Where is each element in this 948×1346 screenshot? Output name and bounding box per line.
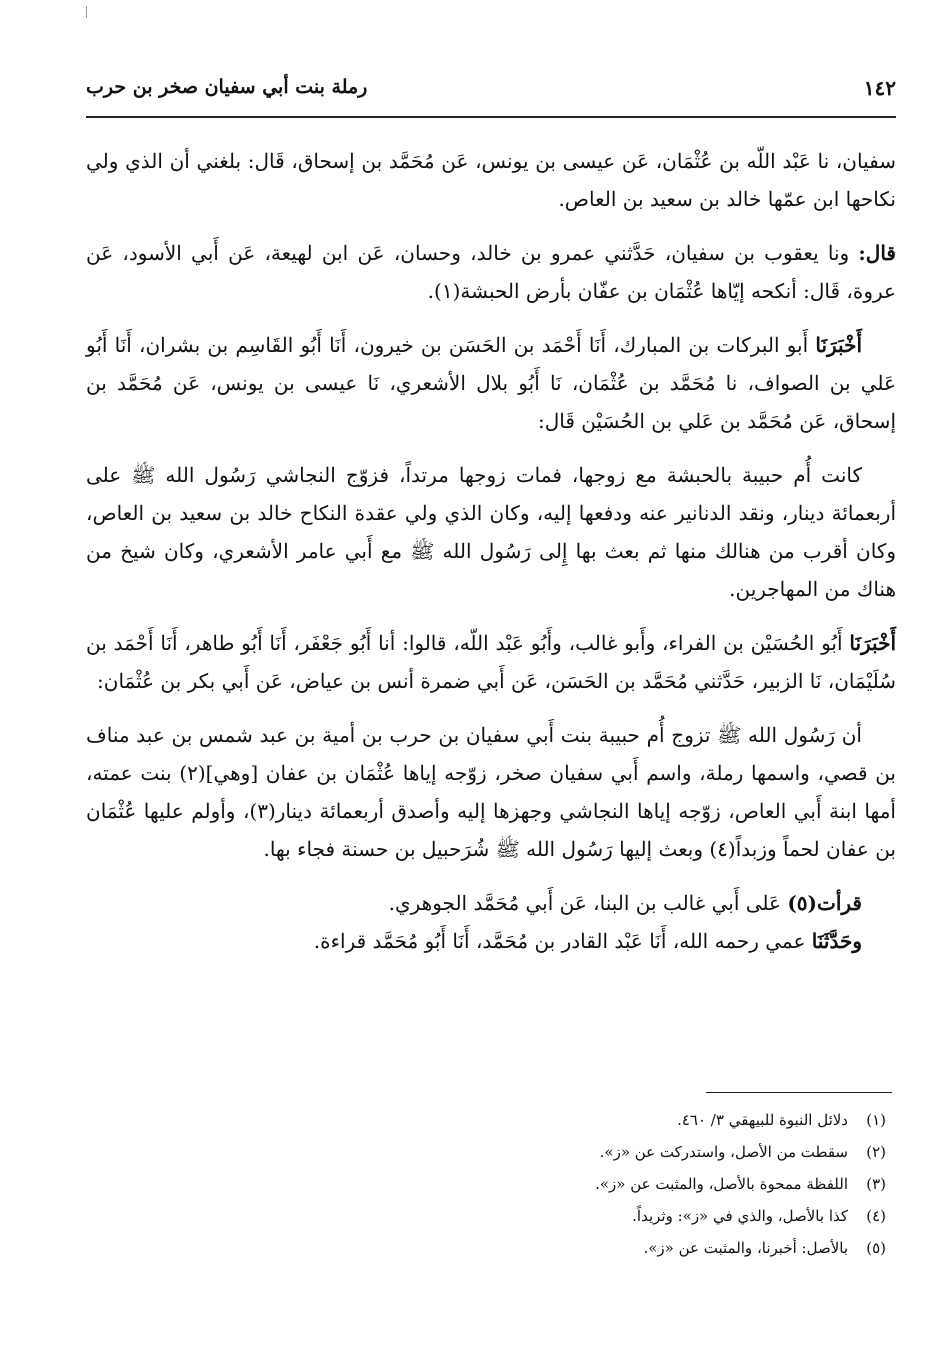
paragraph-lead: وحَدَّثَنَا — [811, 929, 862, 953]
margin-mark — [86, 6, 87, 18]
paragraph-5 — [86, 624, 896, 700]
paragraph-text: كانت أُم حبيبة بالحبشة مع زوجها، فمات زوجها مرتداً، فزوّج النجاشي رَسُول الله ﷺ على أربعمائة دينار، ونقد الدنانير عنه ودفعها إليه، وكان الذي ولي عقدة النكاح خالد بن سعيد بن العاص، وكان أقرب من هنالك منها ثم بعث بها إِلى رَسُول الله ﷺ مع أَبي عامر الأشعري، وكان شيخ من هناك من المهاجرين. — [86, 463, 896, 601]
paragraph-1 — [86, 142, 896, 218]
page-number: ١٤٢ — [863, 76, 896, 100]
paragraph-text: عَلى أَبي غالب بن البنا، عَن أَبي مُحَمَّد الجوهري. — [388, 891, 788, 915]
footnote-number: (٢) — [866, 1143, 886, 1161]
footnote-number: (١) — [866, 1111, 886, 1129]
header-rule — [86, 116, 896, 118]
footnote-text: سقطت من الأصل، واستدركت عن «ز». — [599, 1143, 848, 1161]
footnote-text: بالأصل: أخبرنا، والمثبت عن «ز». — [643, 1239, 848, 1257]
footnotes — [86, 1104, 886, 1264]
paragraph-6 — [86, 716, 896, 868]
footnote — [86, 1232, 886, 1264]
paragraph-text: ونا يعقوب بن سفيان، حَدَّثني عمرو بن خالد، وحسان، عَن ابن لهيعة، عَن أَبي الأسود، عَن عروة، قَال: أنكحه إيّاها عُثْمَان بن عفّان بأرض الحبشة(١). — [86, 241, 896, 303]
footnote-text: اللفظة ممحوة بالأصل، والمثبت عن «ز». — [595, 1175, 848, 1193]
paragraph-7 — [86, 884, 896, 922]
footnote-text: دلائل النبوة للبيهقي ٣/ ٤٦٠. — [677, 1111, 848, 1129]
footnote-text: كذا بالأصل، والذي في «ز»: وثريداً. — [632, 1207, 848, 1225]
footnote — [86, 1136, 886, 1168]
main-text — [86, 142, 896, 976]
footnote — [86, 1200, 886, 1232]
paragraph-4 — [86, 456, 896, 608]
paragraph-2 — [86, 234, 896, 310]
footnote-number: (٣) — [866, 1175, 886, 1193]
paragraph-text: أَبو البركات بن المبارك، أَنَا أَحْمَد بن الحَسَن بن خيرون، أَنَا أَبُو القَاسِم بن بشران، أَنَا أَبُو عَلي بن الصواف، نا مُحَمَّد بن عُثْمَان، نَا أَبُو بلال الأشعري، نَا عيسى بن يونس، عَن مُحَمَّد بن إسحاق، عَن مُحَمَّد بن عَلي بن الحُسَيْن قَال: — [86, 333, 896, 433]
footnote — [86, 1168, 886, 1200]
page-header — [86, 70, 896, 110]
footnote-number: (٤) — [866, 1207, 886, 1225]
footnote — [86, 1104, 886, 1136]
paragraph-text: سفيان، نا عَبْد اللّه بن عُثْمَان، عَن عيسى بن يونس، عَن مُحَمَّد بن إسحاق، قَال: بلغني أن الذي ولي نكاحها ابن عمّها خالد بن سعيد بن العاص. — [86, 149, 896, 211]
paragraph-3 — [86, 326, 896, 440]
paragraph-text: أَبُو الحُسَيْن بن الفراء، وأَبو غالب، وأَبُو عَبْد اللّه، قالوا: أنا أَبُو جَعْفَر، أَنَا أَبُو طاهر، أَنَا أَحْمَد بن سُلَيْمَان، نَا الزبير، حَدَّثني مُحَمَّد بن الحَسَن، عَن أَبي ضمرة أنس بن عياض، عَن أَبي بكر بن عُثْمَان: — [86, 631, 896, 693]
paragraph-text: أن رَسُول الله ﷺ تزوج أُم حبيبة بنت أَبي سفيان بن حرب بن أمية بن عبد شمس بن عبد مناف بن قصي، واسمها رملة، واسم أَبي سفيان صخر، زوّجه إياها عُثْمَان بن عفان [وهي](٢) بنت عمته، أمها ابنة أَبي العاص، زوّجه إياها النجاشي وجهزها إليه وأصدق أربعمائة دينار(٣)، وأولم عليها عُثْمَان بن عفان لحماً وزبداً(٤) وبعث إليها رَسُول الله ﷺ شُرَحبيل بن حسنة فجاء بها. — [86, 723, 896, 861]
footnote-number: (٥) — [866, 1239, 886, 1257]
footnote-rule — [706, 1092, 892, 1093]
paragraph-8 — [86, 922, 896, 960]
running-title: رملة بنت أبي سفيان صخر بن حرب — [86, 76, 368, 98]
paragraph-text: عمي رحمه الله، أَنَا عَبْد القادر بن مُحَمَّد، أَنَا أَبُو مُحَمَّد قراءة. — [313, 929, 812, 953]
paragraph-lead: قرأت(٥) — [787, 891, 862, 915]
paragraph-lead: أَخْبَرَنَا — [815, 333, 862, 357]
paragraph-lead: قال: — [858, 241, 896, 265]
paragraph-lead: أَخْبَرَنَا — [849, 631, 896, 655]
